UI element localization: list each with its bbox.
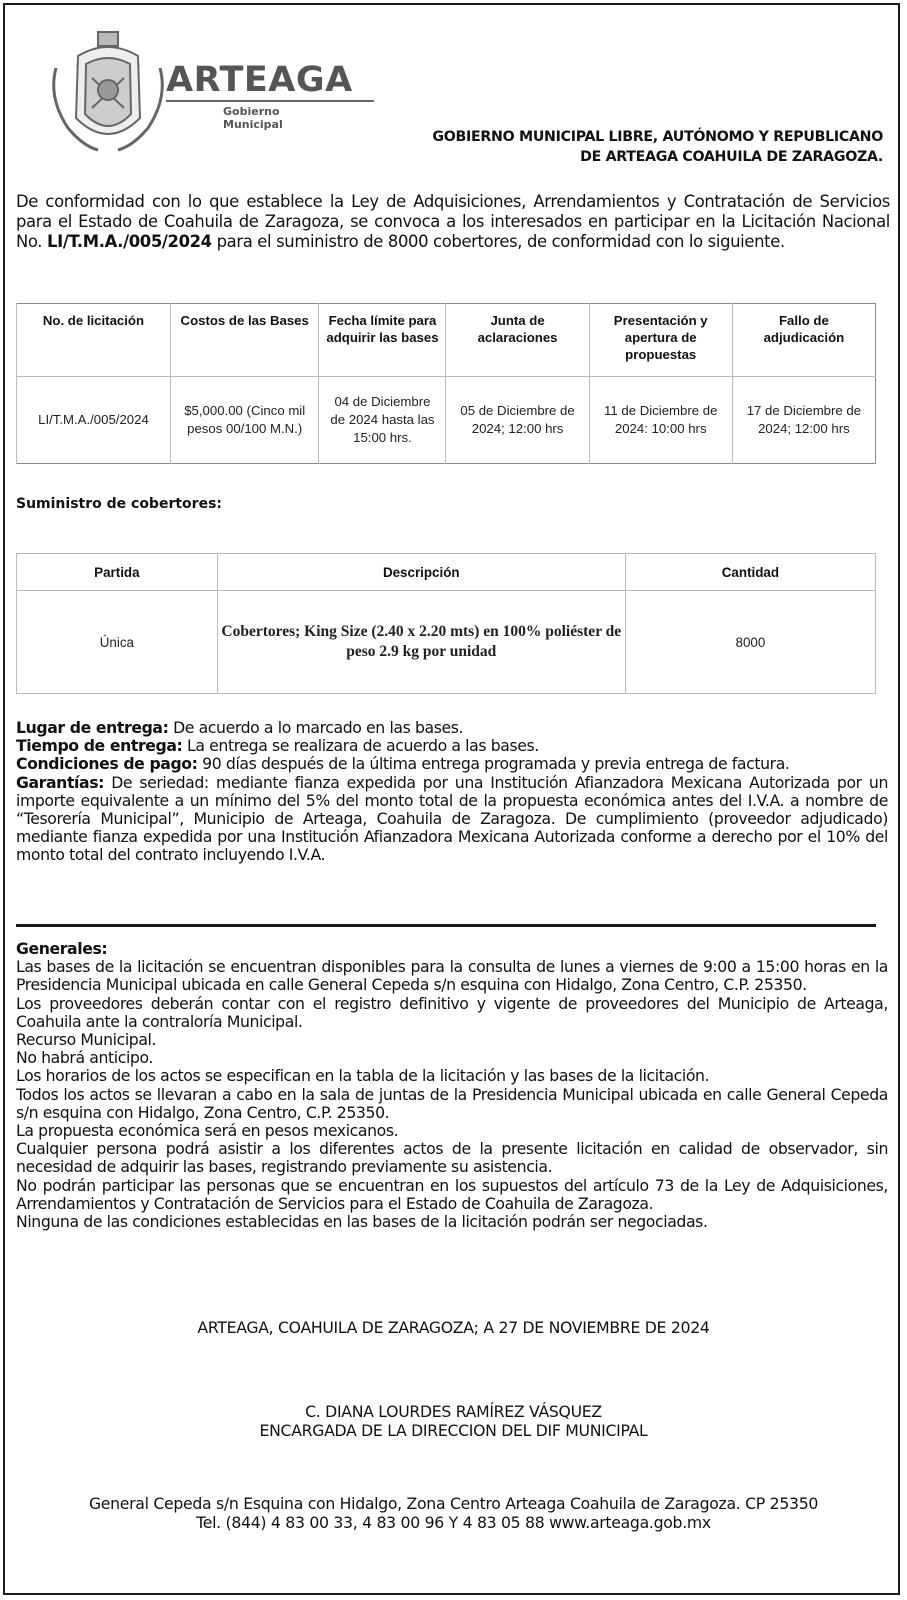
signature-title: ENCARGADA DE LA DIRECCION DEL DIF MUNICIPAL [259, 1421, 648, 1440]
footer-contact: Tel. (844) 4 83 00 33, 4 83 00 96 Y 4 83 05 88 www.arteaga.gob.mx [196, 1513, 711, 1532]
municipal-logo [48, 28, 353, 158]
list-item: Todos los actos se llevaran a cabo en la sala de juntas de la Presidencia Municipal ubicada en calle General Cepeda s/n esquina con Hidalgo, Zona Centro, C.P. 25350. [16, 1084, 888, 1122]
signature-name: C. DIANA LOURDES RAMÍREZ VÁSQUEZ [305, 1402, 602, 1421]
term-label: Garantías: [16, 772, 105, 792]
supply-table [16, 553, 876, 694]
table-header: No. de licitación [17, 304, 171, 377]
logo-subtitle: Gobierno Municipal [223, 105, 283, 131]
term-item [16, 737, 888, 755]
table-header: Fallo de adjudicación [732, 304, 875, 377]
list-item: Los horarios de los actos se especifican en la tabla de la licitación y las bases de la licitación. [16, 1066, 710, 1086]
list-item: Los proveedores deberán contar con el registro definitivo y vigente de proveedores del Municipio de Arteaga, Coahuila ante la contraloría Municipal. [16, 993, 888, 1031]
generales-title [16, 940, 888, 958]
document-heading [432, 127, 883, 167]
term-label: Condiciones de pago: [16, 754, 198, 774]
term-text: La entrega se realizara de acuerdo a las bases. [182, 736, 539, 756]
supply-title: Suministro de cobertores: [16, 496, 222, 512]
list-item: No podrán participar las personas que se encuentran en los supuestos del artículo 73 de la Ley de Adquisiciones, Arrendamientos y Contratación de Servicios para el Estado de Coahuila de Zaragoza. [16, 1175, 888, 1213]
schedule-table [16, 303, 876, 464]
heading-line-2: DE ARTEAGA COAHUILA DE ZARAGOZA. [580, 149, 883, 165]
table-header-row [17, 554, 876, 591]
table-cell: 04 de Diciembre de 2024 hasta las 15:00 hrs. [319, 377, 446, 464]
footer-address: General Cepeda s/n Esquina con Hidalgo, Zona Centro Arteaga Coahuila de Zaragoza. CP 25350 [88, 1494, 819, 1513]
table-header-row [17, 304, 876, 377]
intro-text-after: para el suministro de 8000 cobertores, de conformidad con lo siguiente. [211, 232, 785, 251]
term-item [16, 774, 888, 865]
table-cell: Cobertores; King Size (2.40 x 2.20 mts) en 100% poliéster de peso 2.9 kg por unidad [217, 591, 625, 694]
term-item [16, 755, 888, 773]
term-text: 90 días después de la última entrega programada y previa entrega de factura. [197, 754, 790, 774]
table-header: Costos de las Bases [170, 304, 319, 377]
list-item: No habrá anticipo. [16, 1048, 153, 1068]
table-header: Partida [17, 554, 218, 591]
table-row [17, 377, 876, 464]
term-label: Tiempo de entrega: [16, 736, 183, 756]
term-label: Lugar de entrega: [16, 718, 169, 737]
generales-section [16, 940, 888, 1231]
table-header: Presentación y apertura de propuestas [589, 304, 732, 377]
term-item [16, 719, 888, 737]
terms-section [16, 719, 888, 865]
table-cell: $5,000.00 (Cinco mil pesos 00/100 M.N.) [170, 377, 319, 464]
table-cell: 05 de Diciembre de 2024; 12:00 hrs [446, 377, 589, 464]
term-text: De acuerdo a lo marcado en las bases. [168, 718, 464, 737]
table-header: Cantidad [625, 554, 875, 591]
intro-paragraph [16, 192, 890, 252]
list-item: Las bases de la licitación se encuentran disponibles para la consulta de lunes a viernes de 9:00 a 15:00 horas en la Presidencia Municipal ubicada en calle General Cepeda s/n esquina con Hidalgo, Zona Centro, C.P. 25350. [16, 957, 888, 995]
logo-divider [166, 100, 374, 102]
intro-licitacion-number: LI/T.M.A./005/2024 [47, 232, 212, 251]
table-cell: Única [17, 591, 218, 694]
intro-text-before: De conformidad con lo que establece la Ley de Adquisiciones, Arrendamientos y Contratación de Servicios para el Estado de Coahuila de Zaragoza, se convoca a los interesados en participar en la Licitación Nacional No. [16, 192, 890, 251]
table-cell: LI/T.M.A./005/2024 [17, 377, 171, 464]
section-divider [16, 924, 876, 927]
list-item: Recurso Municipal. [16, 1030, 157, 1050]
date-line: ARTEAGA, COAHUILA DE ZARAGOZA; A 27 DE NOVIEMBRE DE 2024 [197, 1318, 710, 1337]
table-header: Fecha límite para adquirir las bases [319, 304, 446, 377]
table-cell: 17 de Diciembre de 2024; 12:00 hrs [732, 377, 875, 464]
table-header: Junta de aclaraciones [446, 304, 589, 377]
logo-wordmark: ARTEAGA [166, 60, 353, 100]
generales-title-text: Generales: [16, 939, 108, 958]
list-item: Cualquier persona podrá asistir a los diferentes actos de la presente licitación en calidad de observador, sin necesidad de adquirir las bases, registrando previamente su asistencia. [16, 1139, 888, 1177]
table-row [17, 591, 876, 694]
list-item: La propuesta económica será en pesos mexicanos. [16, 1121, 399, 1141]
term-text: De seriedad: mediante fianza expedida por una Institución Afianzadora Mexicana Autorizada por un importe equivalente a un mínimo del 5% del monto total de la propuesta económica antes del I.V.A. a nombre de “Tesorería Municipal”, Municipio de Arteaga, Coahuila de Zaragoza. De cumplimiento (proveedor adjudicado) mediante fianza expedida por una Institución Afianzadora Mexicana Autorizada conforme a derecho por el 10% del monto total del contrato incluyendo I.V.A. [16, 772, 888, 865]
table-cell: 11 de Diciembre de 2024: 10:00 hrs [589, 377, 732, 464]
coat-of-arms-icon [48, 28, 168, 158]
table-cell: 8000 [625, 591, 875, 694]
list-item: Ninguna de las condiciones establecidas en las bases de la licitación podrán ser negociadas. [16, 1212, 708, 1232]
table-header: Descripción [217, 554, 625, 591]
heading-line-1: GOBIERNO MUNICIPAL LIBRE, AUTÓNOMO Y REPUBLICANO [432, 129, 883, 145]
